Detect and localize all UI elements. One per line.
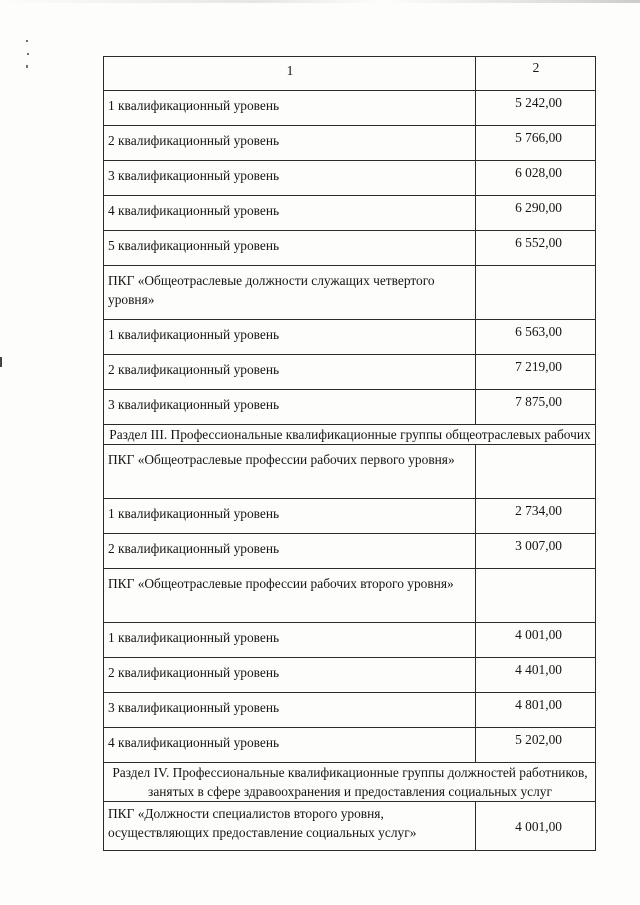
level-name: 2 квалификационный уровень (104, 534, 476, 569)
section-heading: Раздел IV. Профессиональные квалификационные группы должностей работников, занятых в сфере здравоохранения и предоставления социальных услуг (104, 763, 596, 802)
salary-value: 3 007,00 (476, 534, 596, 569)
level-name: 2 квалификационный уровень (104, 126, 476, 161)
salary-value: 5 242,00 (476, 91, 596, 126)
salary-value: 4 801,00 (476, 693, 596, 728)
salary-value: 4 001,00 (476, 623, 596, 658)
salary-value: 6 552,00 (476, 231, 596, 266)
header-col-1: 1 (104, 57, 476, 91)
scan-mark (27, 53, 29, 55)
qualification-level-row (104, 320, 596, 355)
group-name: ПКГ «Должности специалистов второго уровня, осуществляющих предоставление социальных услуг» (104, 802, 476, 851)
level-name: 1 квалификационный уровень (104, 623, 476, 658)
qualification-level-row (104, 499, 596, 534)
level-name: 1 квалификационный уровень (104, 499, 476, 534)
level-name: 5 квалификационный уровень (104, 231, 476, 266)
qualification-level-row (104, 693, 596, 728)
level-name: 3 квалификационный уровень (104, 693, 476, 728)
section-heading: Раздел III. Профессиональные квалификационные группы общеотраслевых рабочих (104, 425, 596, 445)
level-name: 4 квалификационный уровень (104, 196, 476, 231)
salary-value (476, 445, 596, 499)
salary-value: 6 290,00 (476, 196, 596, 231)
group-name: ПКГ «Общеотраслевые профессии рабочих первого уровня» (104, 445, 476, 499)
salary-value (476, 569, 596, 623)
salary-value: 4 001,00 (476, 802, 596, 851)
salary-value: 6 563,00 (476, 320, 596, 355)
qualification-group-row (104, 802, 596, 851)
qualification-level-row (104, 658, 596, 693)
qualification-group-row (104, 569, 596, 623)
salary-table (103, 56, 596, 851)
salary-value: 5 766,00 (476, 126, 596, 161)
section-heading-row (104, 763, 596, 802)
salary-value: 7 875,00 (476, 390, 596, 425)
salary-value: 6 028,00 (476, 161, 596, 196)
level-name: 3 квалификационный уровень (104, 161, 476, 196)
qualification-level-row (104, 161, 596, 196)
salary-value: 5 202,00 (476, 728, 596, 763)
level-name: 3 квалификационный уровень (104, 390, 476, 425)
group-name: ПКГ «Общеотраслевые должности служащих четвертого уровня» (104, 266, 476, 320)
qualification-level-row (104, 534, 596, 569)
qualification-group-row (104, 266, 596, 320)
header-col-2: 2 (476, 57, 596, 91)
scan-mark (26, 65, 28, 68)
qualification-level-row (104, 196, 596, 231)
level-name: 1 квалификационный уровень (104, 91, 476, 126)
salary-value (476, 266, 596, 320)
qualification-level-row (104, 91, 596, 126)
qualification-level-row (104, 126, 596, 161)
salary-value: 2 734,00 (476, 499, 596, 534)
salary-value: 4 401,00 (476, 658, 596, 693)
table-header-row (104, 57, 596, 91)
qualification-level-row (104, 231, 596, 266)
level-name: 2 квалификационный уровень (104, 355, 476, 390)
section-heading-row (104, 425, 596, 445)
qualification-level-row (104, 728, 596, 763)
qualification-level-row (104, 390, 596, 425)
level-name: 1 квалификационный уровень (104, 320, 476, 355)
qualification-level-row (104, 623, 596, 658)
scan-top-edge (0, 0, 640, 3)
scan-mark (0, 357, 2, 367)
level-name: 2 квалификационный уровень (104, 658, 476, 693)
salary-value: 7 219,00 (476, 355, 596, 390)
group-name: ПКГ «Общеотраслевые профессии рабочих второго уровня» (104, 569, 476, 623)
scan-mark (26, 40, 28, 42)
qualification-level-row (104, 355, 596, 390)
level-name: 4 квалификационный уровень (104, 728, 476, 763)
qualification-group-row (104, 445, 596, 499)
